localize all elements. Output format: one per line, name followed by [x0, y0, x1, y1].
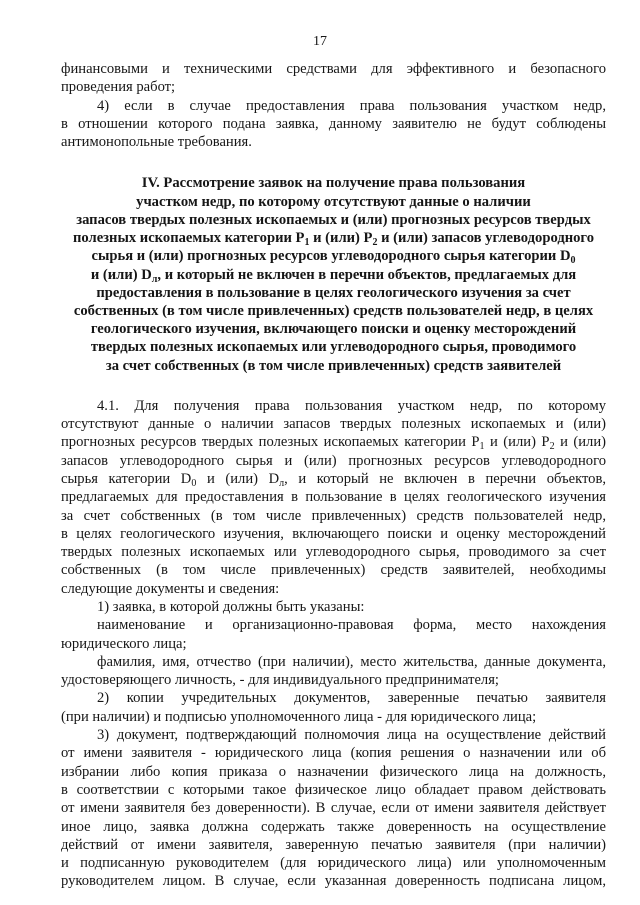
document-body — [61, 60, 606, 891]
paragraph-line: избрании либо копия приказа о назначении физического лица на должность, — [61, 763, 606, 780]
paragraph-line: руководителем лицом. В случае, если указанная доверенность подписана лицом, — [61, 873, 606, 890]
heading-line: участком недр, по которому отсутствуют данные о наличии — [136, 193, 531, 210]
list-item: 2) копии учредительных документов, заверенные печатью заявителя — [97, 690, 606, 707]
heading-line: IV. Рассмотрение заявок на получение права пользования — [141, 175, 526, 192]
heading-line: запасов твердых полезных ископаемых и (или) прогнозных ресурсов твердых — [76, 211, 591, 228]
paragraph-line: запасов углеводородного сырья и (или) прогнозных ресурсов углеводородного — [61, 452, 606, 469]
heading-line: за счет собственных (в том числе привлеченных) средств заявителей — [105, 357, 562, 374]
paragraph-line: проведения работ; — [61, 79, 176, 96]
paragraph-line: за счет собственных (в том числе привлеченных) средств пользователей недр, — [61, 507, 606, 524]
text-run: , и который не включен в перечни объектов, — [284, 470, 607, 487]
paragraph-line: в отношении которого подана заявка, данному заявителю не будут соблюдены — [61, 115, 606, 132]
heading-text: полезных ископаемых категории P — [73, 230, 305, 247]
paragraph-line: твердых полезных ископаемых или углеводородного сырья, проводимого за счет — [61, 544, 606, 561]
heading-line — [61, 247, 606, 265]
list-item: 1) заявка, в которой должны быть указаны: — [97, 598, 365, 615]
heading-line — [61, 229, 606, 247]
paragraph-line: действий от имени заявителя, заверенную печатью заявителя (при наличии) — [61, 836, 606, 853]
paragraph-line: 4.1. Для получения права пользования участком недр, по которому — [97, 397, 606, 414]
heading-line: твердых полезных ископаемых или углеводородного сырья, проводимого — [90, 339, 577, 356]
text-run: прогнозных ресурсов твердых полезных ископаемых категории P — [61, 434, 480, 451]
paragraph-line: удостоверяющего личность, - для индивидуального предпринимателя; — [61, 672, 499, 689]
section-heading — [61, 174, 606, 374]
paragraph-line: иное лицо, заявка должна содержать также доверенность на осуществление — [61, 818, 606, 835]
paragraph-line: предлагаемых для предоставления в пользование в целях геологического изучения — [61, 489, 606, 506]
paragraph-line: 4) если в случае предоставления права пользования участком недр, — [97, 97, 606, 114]
subscript: л — [151, 273, 158, 285]
page-number: 17 — [313, 34, 327, 49]
text-run: и (или) D — [196, 470, 280, 487]
paragraph-line: (при наличии) и подписью уполномоченного лица - для юридического лица; — [61, 708, 537, 725]
text-run: и (или) — [554, 434, 606, 451]
paragraph-line — [61, 470, 606, 488]
text-run: сырья категории D — [61, 470, 192, 487]
heading-text: , и который не включен в перечни объектов, предлагаемых для — [157, 266, 577, 283]
heading-line: собственных (в том числе привлеченных) средств пользователей недр, в целях — [73, 302, 594, 319]
paragraph-line: финансовыми и техническими средствами для эффективного и безопасного — [61, 61, 606, 77]
subscript: 1 — [479, 441, 485, 453]
list-item: наименование и организационно-правовая форма, место нахождения — [97, 617, 606, 634]
heading-line: предоставления в пользование в целях геологического изучения за счет — [96, 284, 571, 301]
subscript: 2 — [549, 441, 555, 453]
heading-text: и (или) запасов углеводородного — [377, 230, 594, 247]
heading-text: и (или) P — [309, 230, 373, 247]
subscript: 0 — [191, 477, 197, 489]
paragraph-line: отсутствуют данные о наличии запасов твердых полезных ископаемых и (или) — [61, 416, 606, 433]
list-item: 3) документ, подтверждающий полномочия лица на осуществление действий — [97, 727, 606, 744]
text-run: и (или) P — [484, 434, 550, 451]
heading-text: и (или) D — [90, 266, 152, 283]
paragraph-line: антимонопольные требования. — [61, 134, 252, 151]
subscript: 2 — [372, 237, 378, 249]
paragraph-line: собственных (в том числе привлеченных) средств заявителей, необходимы — [61, 562, 606, 579]
paragraph-line: юридического лица; — [61, 635, 187, 652]
paragraph-line: следующие документы и сведения: — [61, 580, 280, 597]
heading-line: геологического изучения, включающего поиски и оценку месторождений — [90, 321, 577, 338]
paragraph-line — [61, 433, 606, 451]
paragraph-line: в соответствии с которыми такое физическое лицо обладает правом действовать — [61, 781, 606, 798]
subscript: л — [279, 477, 285, 489]
heading-line — [61, 266, 606, 284]
paragraph-line: от имени заявителя - юридического лица (копия решения о назначении или об — [61, 745, 606, 762]
paragraph-line: от имени заявителя без доверенности). В случае, если от имени заявителя действует — [61, 800, 606, 817]
paragraph-line: и подписанную руководителем (для юридического лица) или уполномоченным — [61, 855, 606, 872]
heading-text: сырья и (или) прогнозных ресурсов углеводородного сырья категории D — [91, 248, 571, 265]
paragraph-line: в целях геологического изучения, включающего поиски и оценку месторождений — [61, 525, 606, 542]
list-item: фамилия, имя, отчество (при наличии), место жительства, данные документа, — [97, 653, 606, 670]
subscript: 0 — [570, 255, 576, 267]
subscript: 1 — [304, 237, 310, 249]
